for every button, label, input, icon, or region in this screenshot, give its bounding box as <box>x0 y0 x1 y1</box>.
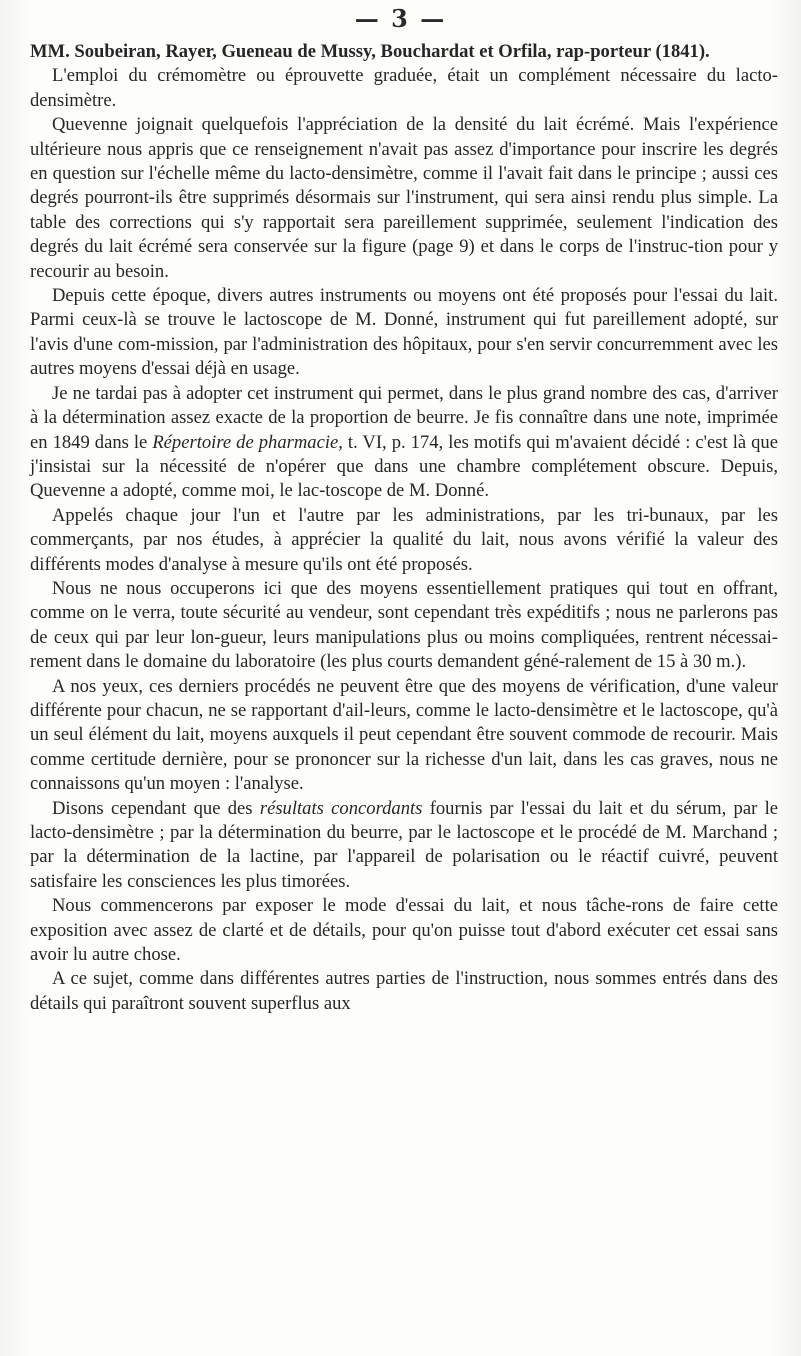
committee-names: MM. Soubeiran, Rayer, Gueneau de Mussy, Bouchardat et Orfila, rap-porteur (1841). <box>30 41 710 62</box>
paragraph-adoption <box>30 382 778 504</box>
concordant-text-end: fournis par l'essai du lait et du sérum, par le lacto-densimètre ; par la détermination du beurre, par le lactoscope et le procédé de M. Marchand ; par la détermination de la lactine, par l'appareil de polarisation ou le réactif cuivré, peuvent satisfaire les consciences les plus timorées. <box>30 797 779 892</box>
body-text <box>30 40 778 1016</box>
paragraph-verification: A nos yeux, ces derniers procédés ne peuvent être que des moyens de vérification, d'une valeur différente pour chacun, ne se rapportant d'ail-leurs, comme le lacto-densimètre et le lactoscope, qu'à un seul élément du lait, moyens auxquels il peut cependant être souvent commode de recourir. Mais comme certitude dernière, pour se prononcer sur la richesse d'un lait, dans les cas graves, nous ne connaissons qu'un moyen : l'analyse. <box>30 675 778 795</box>
paragraph-cremometer: L'emploi du crémomètre ou éprouvette graduée, était un complément nécessaire du lacto-densimètre. <box>30 65 778 111</box>
paragraph-concordant-results <box>30 797 778 895</box>
paragraph-practical-means: Nous ne nous occuperons ici que des moyens essentiellement pratiques qui tout en offrant, comme on le verra, toute sécurité au vendeur, sont cependant très expéditifs ; nous ne parlerons pas de ceux qui par leur lon-gueur, leurs manipulations plus ou moins compliquées, rentrent nécessai-rement dans le domaine du laboratoire (les plus courts demandent géné-ralement de 15 à 30 m.). <box>30 577 778 673</box>
page-number: — 3 — <box>354 4 447 33</box>
adoption-text-start: Je ne tardai pas à adopter cet instrument qui permet, dans le plus grand nombre des cas, d'arriver à la détermination assez exacte de la proportion de beurre. Je fis connaître dans une note, imprimée en 1849 dans le <box>30 382 778 453</box>
paragraph-committee <box>30 40 778 64</box>
paragraph-administrations: Appelés chaque jour l'un et l'autre par les administrations, par les tri-bunaux, par les commerçants, par nos études, à apprécier la qualité du lait, nous avons vérifié la valeur des différents modes d'analyse à mesure qu'ils ont été proposés. <box>30 504 778 575</box>
paragraph-details: A ce sujet, comme dans différentes autres parties de l'instruction, nous sommes entrés dans des détails qui paraîtront souvent superflus aux <box>30 968 778 1014</box>
concordant-text-start: Disons cependant que des <box>52 797 260 819</box>
paragraph-lactoscope: Depuis cette époque, divers autres instruments ou moyens ont été proposés pour l'essai du lait. Parmi ceux-là se trouve le lactoscope de M. Donné, instrument qui fut pareillement adopté, sur l'avis d'une com-mission, par l'administration des hôpitaux, pour s'en servir concurremment avec les autres moyens d'essai déjà en usage. <box>30 285 778 380</box>
adoption-text-end: , t. VI, p. 174, les motifs qui m'avaient décidé : c'est là que j'insistai sur la nécessité de n'opérer que dans une chambre complétement obscure. Depuis, Quevenne a adopté, comme moi, le lac-toscope de M. Donné. <box>30 431 778 502</box>
concordant-emphasis: résultats concordants <box>259 797 423 819</box>
journal-title: Répertoire de pharmacie <box>152 431 339 453</box>
paragraph-exposition: Nous commencerons par exposer le mode d'essai du lait, et nous tâche-rons de faire cette exposition avec assez de clarté et de détails, pour qu'on puisse tout d'abord exécuter cet essai sans avoir lu autre chose. <box>30 895 778 966</box>
paragraph-quevenne: Quevenne joignait quelquefois l'appréciation de la densité du lait écrémé. Mais l'expérience ultérieure nous appris que ce renseignement n'avait pas assez d'importance pour inscrire les degrés en question sur l'échelle même du lacto-densimètre, comme il l'avait fait dans le principe ; aussi ces degrés pourront-ils être supprimés désormais sur l'instrument, qui sera ainsi rendu plus simple. La table des corrections qui s'y rapportait sera pareillement supprimée, seulement l'indication des degrés du lait écrémé sera conservée sur la figure (page 9) et dans le corps de l'instruc-tion pour y recourir au besoin. <box>30 114 778 282</box>
